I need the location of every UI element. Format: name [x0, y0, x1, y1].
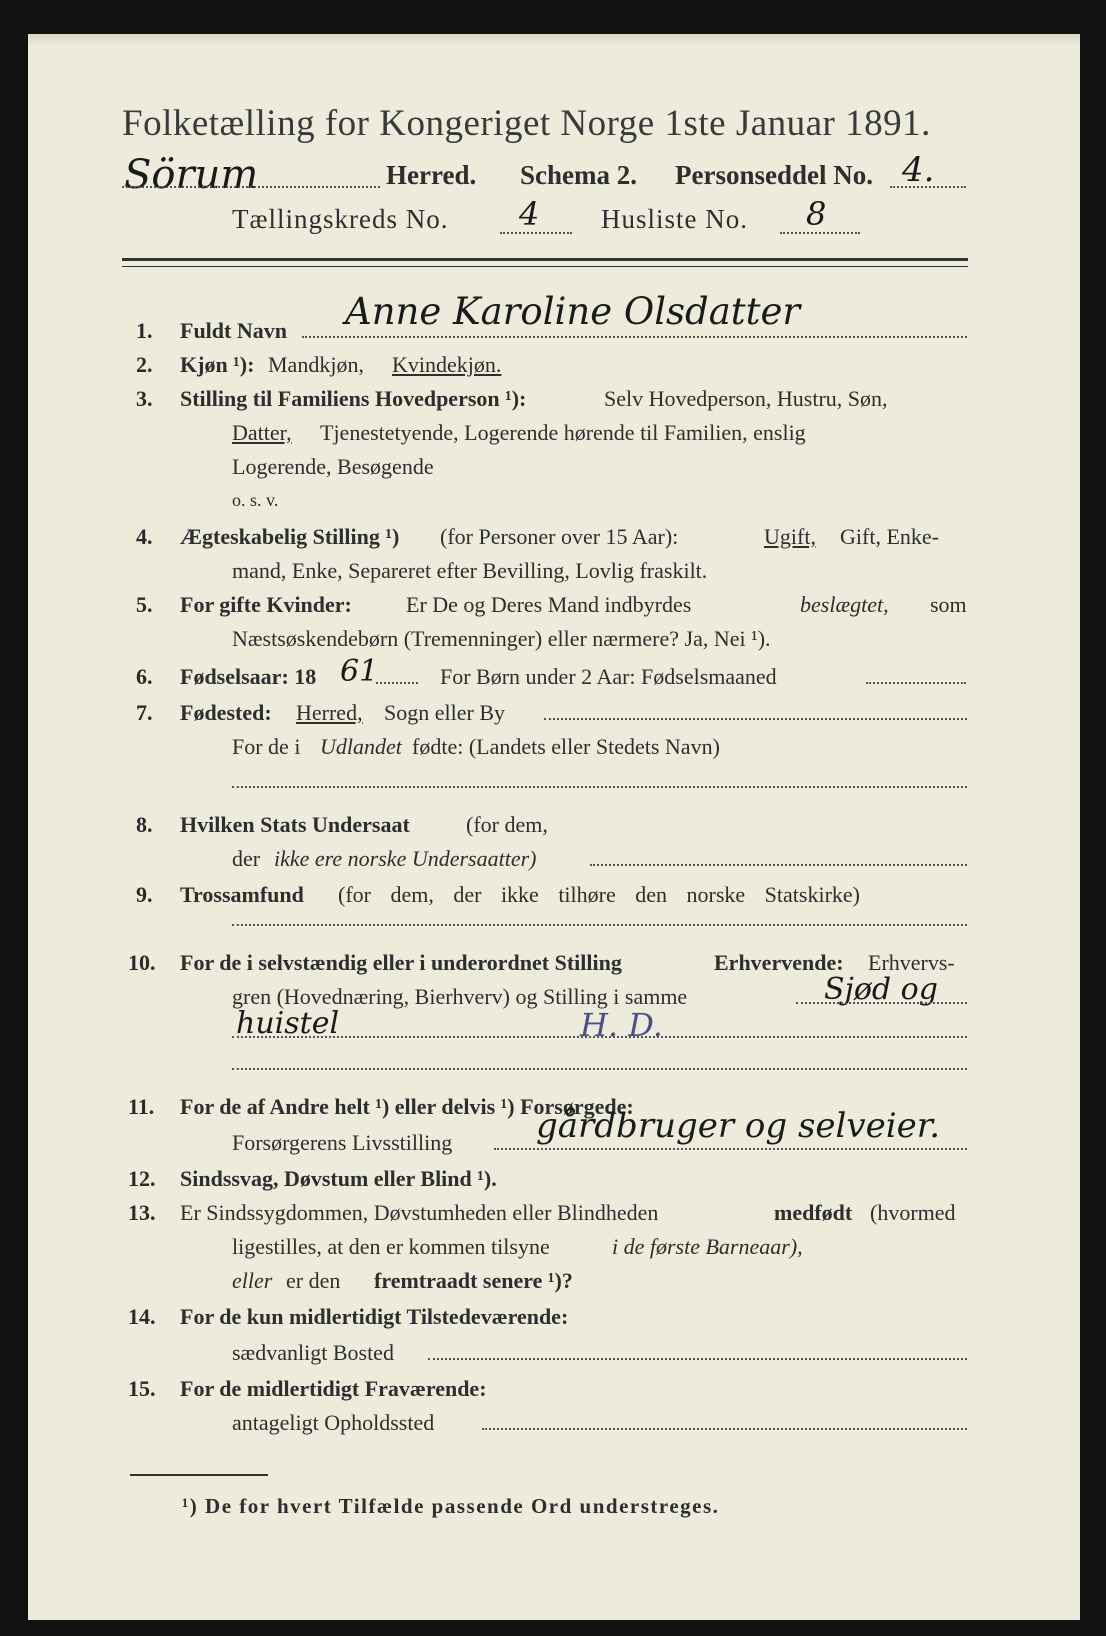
birth-year-value: 61 — [340, 654, 379, 689]
married-women-som: som — [930, 592, 967, 617]
birthplace-herred: Herred, — [296, 700, 363, 725]
temporary-absent-label: For de midlertidigt Fraværende: — [180, 1376, 487, 1401]
birthplace-label: Fødested: — [180, 700, 272, 725]
family-position-options-3: Logerende, Besøgende — [232, 454, 434, 479]
item-number-13: 13. — [128, 1200, 156, 1225]
marital-status-label: Ægteskabelig Stilling ¹) — [180, 524, 400, 549]
married-women-question: Er De og Deres Mand indbyrdes — [406, 592, 692, 617]
citizenship-label: Hvilken Stats Undersaat — [180, 812, 410, 837]
religion-condition: (for dem, der ikke tilhøre den norske Statskirke) — [338, 882, 860, 907]
municipality-dotline — [122, 186, 380, 188]
husliste-dotline — [780, 232, 860, 234]
footnote-rule — [130, 1474, 268, 1476]
item-number-8: 8. — [136, 812, 153, 837]
disability-onset-question-2: ligestilles, at den er kommen tilsyne — [232, 1234, 550, 1259]
birth-month-dotline — [866, 682, 966, 684]
disability-onset-eller: eller — [232, 1268, 273, 1293]
probable-residence-label: antageligt Opholdssted — [232, 1410, 435, 1435]
disability-onset-later: fremtraadt senere ¹)? — [374, 1268, 573, 1293]
dependent-label: For de af Andre helt ¹) eller delvis ¹) Forsørgede: — [180, 1094, 634, 1119]
occupation-value-2: huistel — [236, 1006, 340, 1041]
personseddel-label: Personseddel No. — [675, 160, 873, 190]
birth-month-label: For Børn under 2 Aar: Fødselsmaaned — [440, 664, 777, 689]
husliste-number: 8 — [806, 195, 827, 233]
birthplace-dotline — [544, 718, 967, 720]
footnote-text: ¹) De for hvert Tilfælde passende Ord understreges. — [182, 1494, 720, 1518]
usual-residence-label: sædvanligt Bosted — [232, 1340, 394, 1365]
gender-option-male: Mandkjøn, — [268, 352, 364, 377]
citizenship-condition-2: ikke ere norske Undersaatter) — [274, 846, 537, 871]
herred-label: Herred. — [386, 160, 477, 190]
birthplace-abroad-1: For de i — [232, 734, 301, 759]
birth-year-dotline — [376, 682, 418, 684]
marital-status-options-2: mand, Enke, Separeret efter Bevilling, Lovlig fraskilt. — [232, 558, 708, 583]
item-number-15: 15. — [128, 1376, 156, 1401]
married-women-beslaegtet: beslægtet, — [800, 592, 889, 617]
occupation-line-2: gren (Hovednæring, Bierhverv) og Stilling i samme — [232, 984, 688, 1009]
disability-onset-medfoedt: medfødt — [774, 1200, 853, 1225]
religion-label: Trossamfund — [180, 882, 304, 907]
birthplace-abroad-2: fødte: (Landets eller Stedets Navn) — [412, 734, 720, 759]
item-number-2: 2. — [136, 352, 153, 377]
personseddel-number: 4. — [902, 150, 935, 190]
birth-year-label: Fødselsaar: 18 — [180, 664, 317, 689]
citizenship-dotline — [590, 864, 967, 866]
taellingskreds-label: Tællingskreds No. — [232, 204, 449, 234]
religion-dotline — [232, 924, 967, 926]
occupation-erhvervende: Erhvervende: — [714, 950, 844, 975]
citizenship-condition-1: (for dem, — [466, 812, 548, 837]
item-number-10: 10. — [128, 950, 156, 975]
provider-occupation-dotline — [494, 1148, 967, 1150]
disability-onset-erden: er den — [286, 1268, 341, 1293]
full-name-value: Anne Karoline Olsdatter — [345, 290, 801, 333]
item-number-11: 11. — [128, 1094, 155, 1119]
occupation-value-1: Sjød og — [824, 972, 938, 1007]
full-name-dotline — [302, 336, 967, 338]
temporary-present-label: For de kun midlertidigt Tilstedeværende: — [180, 1304, 569, 1329]
usual-residence-dotline — [428, 1358, 967, 1360]
personseddel-dotline — [890, 186, 966, 188]
married-women-question-2: Næstsøskendebørn (Tremenninger) eller nærmere? Ja, Nei ¹). — [232, 626, 771, 651]
item-number-12: 12. — [128, 1166, 156, 1191]
birthplace-options: Sogn eller By — [384, 700, 505, 725]
family-position-datter: Datter, — [232, 420, 292, 445]
marital-status-ugift: Ugift, — [764, 524, 816, 549]
gender-label: Kjøn ¹): — [180, 352, 255, 377]
form-title: Folketælling for Kongeriget Norge 1ste Januar 1891. — [122, 103, 931, 144]
occupation-value-initials: H. D. — [580, 1006, 663, 1044]
occupation-label: For de i selvstændig eller i underordnet Stilling — [180, 950, 622, 975]
family-position-options-2: Tjenestetyende, Logerende hørende til Familien, enslig — [320, 420, 806, 445]
family-position-options-1: Selv Hovedperson, Hustru, Søn, — [604, 386, 888, 411]
item-number-7: 7. — [136, 700, 153, 725]
disability-onset-question-1: Er Sindssygdommen, Døvstumheden eller Blindheden — [180, 1200, 659, 1225]
birthplace-abroad-udlandet: Udlandet — [320, 734, 402, 759]
schema-label: Schema 2. — [520, 160, 637, 190]
provider-occupation-label: Forsørgerens Livsstilling — [232, 1130, 453, 1155]
marital-status-condition: (for Personer over 15 Aar): — [440, 524, 679, 549]
taellingskreds-dotline — [500, 232, 572, 234]
paper-shading — [28, 34, 1080, 46]
husliste-label: Husliste No. — [601, 204, 748, 234]
item-number-14: 14. — [128, 1304, 156, 1329]
item-number-9: 9. — [136, 882, 153, 907]
probable-residence-dotline — [482, 1428, 967, 1430]
municipality-handwritten: Sörum — [124, 152, 259, 198]
item-number-3: 3. — [136, 386, 153, 411]
birthplace-abroad-dotline — [232, 786, 967, 788]
item-number-4: 4. — [136, 524, 153, 549]
item-number-1: 1. — [136, 318, 153, 343]
marital-status-options-1: Gift, Enke- — [840, 524, 939, 549]
disability-onset-childhood: i de første Barneaar), — [612, 1234, 803, 1259]
family-position-osv: o. s. v. — [232, 490, 279, 510]
married-women-label: For gifte Kvinder: — [180, 592, 352, 617]
gender-option-female: Kvindekjøn. — [392, 352, 502, 377]
occupation-erhvervs: Erhvervs- — [868, 950, 955, 975]
provider-occupation-value: gårdbruger og selveier. — [536, 1106, 941, 1146]
full-name-label: Fuldt Navn — [180, 318, 287, 343]
occupation-dotline-3 — [232, 1068, 967, 1070]
item-number-6: 6. — [136, 664, 153, 689]
citizenship-condition-der: der — [232, 846, 261, 871]
disability-label: Sindssvag, Døvstum eller Blind ¹). — [180, 1166, 497, 1191]
header-rule-thin — [122, 266, 968, 267]
family-position-label: Stilling til Familiens Hovedperson ¹): — [180, 386, 527, 411]
item-number-5: 5. — [136, 592, 153, 617]
occupation-dotline-1 — [796, 1002, 967, 1004]
taellingskreds-number: 4 — [519, 195, 540, 233]
disability-onset-hvormed: (hvormed — [870, 1200, 956, 1225]
header-rule-thick — [122, 258, 968, 261]
occupation-dotline-2 — [232, 1036, 967, 1038]
